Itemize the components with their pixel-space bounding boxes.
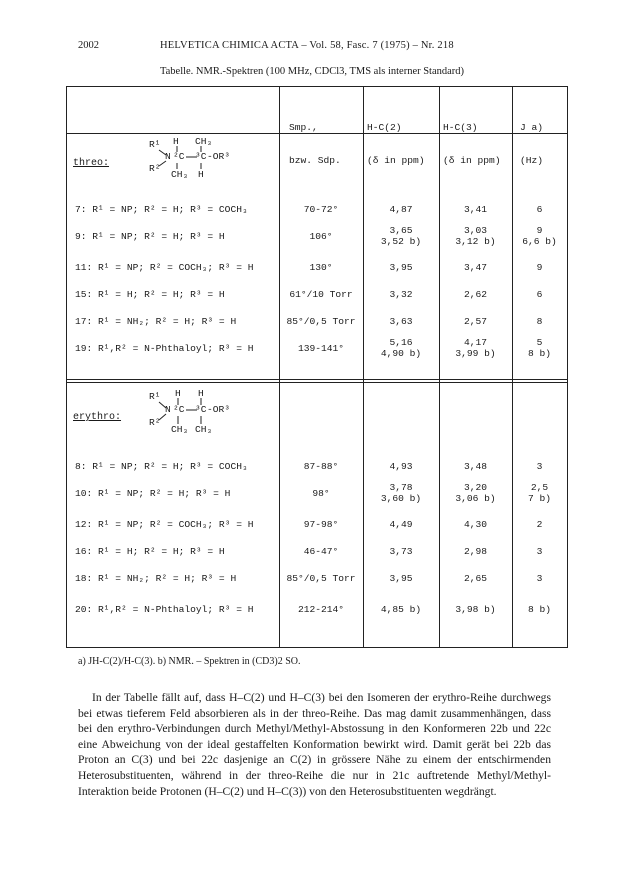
erythro-row-1-compound: 8: R¹ = NP; R² = H; R³ = COCH₃ <box>75 461 248 472</box>
erythro-row-4-smp: 46-47° <box>303 546 339 557</box>
threo-ch3-bot: CH₃ <box>171 169 189 180</box>
erythro-h-top: H <box>175 388 181 399</box>
threo-n: N <box>165 151 171 162</box>
erythro-r1: R¹ <box>149 391 161 402</box>
threo-row-4-j: 6 <box>536 289 543 300</box>
header-hc2-line2: (δ in ppm) <box>367 155 425 166</box>
header-hc3-line2: (δ in ppm) <box>443 155 501 166</box>
header-hc2 <box>367 100 425 188</box>
threo-row-4-compound: 15: R¹ = H; R² = H; R³ = H <box>75 289 225 300</box>
header-j <box>520 100 543 188</box>
threo-row-3-compound: 11: R¹ = NP; R² = COCH₃; R³ = H <box>75 262 254 273</box>
erythro-row-6-hc3: 3,98 b) <box>455 604 496 615</box>
body-paragraph <box>78 690 551 799</box>
threo-row-4-hc3: 2,62 <box>463 289 488 300</box>
threo-row-4-hc2: 3,32 <box>389 289 413 300</box>
erythro-row-5-hc3: 2,65 <box>463 573 488 584</box>
threo-label: threo: <box>73 158 110 169</box>
header-j-line1: J a) <box>520 122 544 133</box>
threo-row-6-j: 5 8 b) <box>527 337 552 359</box>
erythro-h-top-2: H <box>198 388 204 399</box>
threo-row-6-hc3: 4,17 3,99 b) <box>455 337 496 359</box>
erythro-row-3-compound: 12: R¹ = NP; R² = COCH₃; R³ = H <box>75 519 254 530</box>
erythro-structure <box>67 388 279 450</box>
erythro-row-5-compound: 18: R¹ = NH₂; R² = H; R³ = H <box>75 573 237 584</box>
erythro-row-1-hc2: 4,93 <box>389 461 413 472</box>
col-rule-3 <box>439 86 440 648</box>
section-rule <box>67 379 567 380</box>
erythro-row-5-j: 3 <box>536 573 543 584</box>
threo-row-6-hc2: 5,16 4,90 b) <box>380 337 422 359</box>
section-rule-2 <box>67 382 567 383</box>
threo-row-5-smp: 85°/0,5 Torr <box>286 316 356 327</box>
header-smp-line2: bzw. Sdp. <box>289 155 341 166</box>
erythro-bonds <box>67 388 279 450</box>
header-j-line2: (Hz) <box>520 155 544 166</box>
erythro-row-1-j: 3 <box>536 461 543 472</box>
erythro-row-2-hc3: 3,20 3,06 b) <box>455 482 496 504</box>
erythro-row-5-smp: 85°/0,5 Torr <box>286 573 356 584</box>
threo-row-6-compound: 19: R¹,R² = N-Phthaloyl; R³ = H <box>75 343 254 354</box>
erythro-row-6-compound: 20: R¹,R² = N-Phthaloyl; R³ = H <box>75 604 254 615</box>
header-hc2-line1: H-C(2) <box>367 122 402 133</box>
table-bottom-rule <box>67 647 567 648</box>
erythro-or3: -OR³ <box>207 404 231 415</box>
table-caption: Tabelle. NMR.-Spektren (100 MHz, CDCl3, TMS als interner Standard) <box>159 66 465 77</box>
threo-row-3-j: 9 <box>536 262 543 273</box>
threo-bonds <box>67 136 279 196</box>
header-hc3-line1: H-C(3) <box>443 122 478 133</box>
threo-row-1-j: 6 <box>536 204 543 215</box>
erythro-row-1-smp: 87-88° <box>303 461 339 472</box>
threo-row-5-j: 8 <box>536 316 543 327</box>
erythro-n: N <box>165 404 171 415</box>
threo-row-5-hc2: 3,63 <box>389 316 413 327</box>
erythro-ch3-bot-2: CH₃ <box>195 424 213 435</box>
threo-row-1-hc2: 4,87 <box>389 204 413 215</box>
threo-row-5-compound: 17: R¹ = NH₂; R² = H; R³ = H <box>75 316 237 327</box>
threo-r1: R¹ <box>149 139 161 150</box>
header-smp <box>289 100 341 188</box>
threo-row-2-hc3: 3,03 3,12 b) <box>455 225 496 247</box>
threo-row-1-compound: 7: R¹ = NP; R² = H; R³ = COCH₃ <box>75 204 248 215</box>
erythro-ch3-bot: CH₃ <box>171 424 189 435</box>
erythro-row-2-j: 2,5 7 b) <box>527 482 552 504</box>
threo-row-2-compound: 9: R¹ = NP; R² = H; R³ = H <box>75 231 225 242</box>
erythro-c3: ³C <box>195 404 207 415</box>
threo-row-2-hc2: 3,65 3,52 b) <box>380 225 422 247</box>
erythro-row-3-hc3: 4,30 <box>463 519 488 530</box>
erythro-row-4-hc2: 3,73 <box>389 546 413 557</box>
header-hc3 <box>443 100 501 188</box>
erythro-row-2-compound: 10: R¹ = NP; R² = H; R³ = H <box>75 488 231 499</box>
threo-row-3-hc2: 3,95 <box>389 262 413 273</box>
erythro-row-2-hc2: 3,78 3,60 b) <box>380 482 422 504</box>
threo-c2: ²C <box>173 151 185 162</box>
erythro-row-1-hc3: 3,48 <box>463 461 488 472</box>
erythro-r2: R² <box>149 417 161 428</box>
threo-row-3-smp: 130° <box>309 262 333 273</box>
threo-row-5-hc3: 2,57 <box>463 316 488 327</box>
erythro-label: erythro: <box>73 412 122 423</box>
col-rule-4 <box>512 86 513 648</box>
table-footnote: a) JH-C(2)/H-C(3). b) NMR. – Spektren in (CD3)2 SO. <box>78 656 301 667</box>
threo-h-top: H <box>173 136 179 147</box>
threo-or3: -OR³ <box>207 151 231 162</box>
col-rule-2 <box>363 86 364 648</box>
erythro-row-3-smp: 97-98° <box>303 519 339 530</box>
page-number: 2002 <box>78 40 99 51</box>
threo-row-3-hc3: 3,47 <box>463 262 488 273</box>
body-text: In der Tabelle fällt auf, dass H–C(2) und H–C(3) bei den Isomeren der erythro-Reihe durchwegs bei etwas tieferem Feld absorbieren als in der threo-Reihe. Das mag damit zusammenhängen, dass bei den erythro-Verbindungen durch Methyl/Methyl-Abstossung in den Konformeren 22b und 22c eine Abweichung von der ideal gestaffelten Konformation bewirkt wird. Damit gerät bei 22b das Proton an C(3) und bei 22c dasjenige an C(2) in grössere Nähe zu einem der entschirmenden Heterosubstituenten, während in der threo-Reihe die nur in 21c auftretende Methyl/Methyl-Interaktion beide Protonen (H–C(2) und H–C(3)) von den Heterosubstituenten wegdrängt. <box>78 691 551 798</box>
threo-c3: ³C <box>195 151 207 162</box>
erythro-row-4-compound: 16: R¹ = H; R² = H; R³ = H <box>75 546 225 557</box>
erythro-row-6-smp: 212-214° <box>297 604 345 615</box>
erythro-row-4-j: 3 <box>536 546 543 557</box>
threo-row-2-j: 9 6,6 b) <box>522 225 557 247</box>
col-rule-1 <box>279 86 280 648</box>
threo-row-1-smp: 70-72° <box>303 204 339 215</box>
erythro-c2: ²C <box>173 404 185 415</box>
threo-ch3-top: CH₃ <box>195 136 213 147</box>
threo-row-6-smp: 139-141° <box>297 343 345 354</box>
erythro-row-2-smp: 98° <box>312 488 330 499</box>
journal-line: HELVETICA CHIMICA ACTA – Vol. 58, Fasc. 7 (1975) – Nr. 218 <box>160 40 454 51</box>
threo-row-4-smp: 61°/10 Torr <box>289 289 353 300</box>
erythro-row-3-hc2: 4,49 <box>389 519 413 530</box>
threo-row-1-hc3: 3,41 <box>463 204 488 215</box>
threo-h-bot: H <box>198 169 204 180</box>
nmr-table <box>66 86 568 648</box>
threo-r2: R² <box>149 163 161 174</box>
threo-structure <box>67 136 279 196</box>
erythro-row-6-hc2: 4,85 b) <box>380 604 422 615</box>
header-smp-line1: Smp., <box>289 122 318 133</box>
erythro-row-3-j: 2 <box>536 519 543 530</box>
erythro-row-6-j: 8 b) <box>527 604 552 615</box>
threo-row-2-smp: 106° <box>309 231 333 242</box>
erythro-row-5-hc2: 3,95 <box>389 573 413 584</box>
table-top-rule <box>67 86 567 87</box>
erythro-row-4-hc3: 2,98 <box>463 546 488 557</box>
